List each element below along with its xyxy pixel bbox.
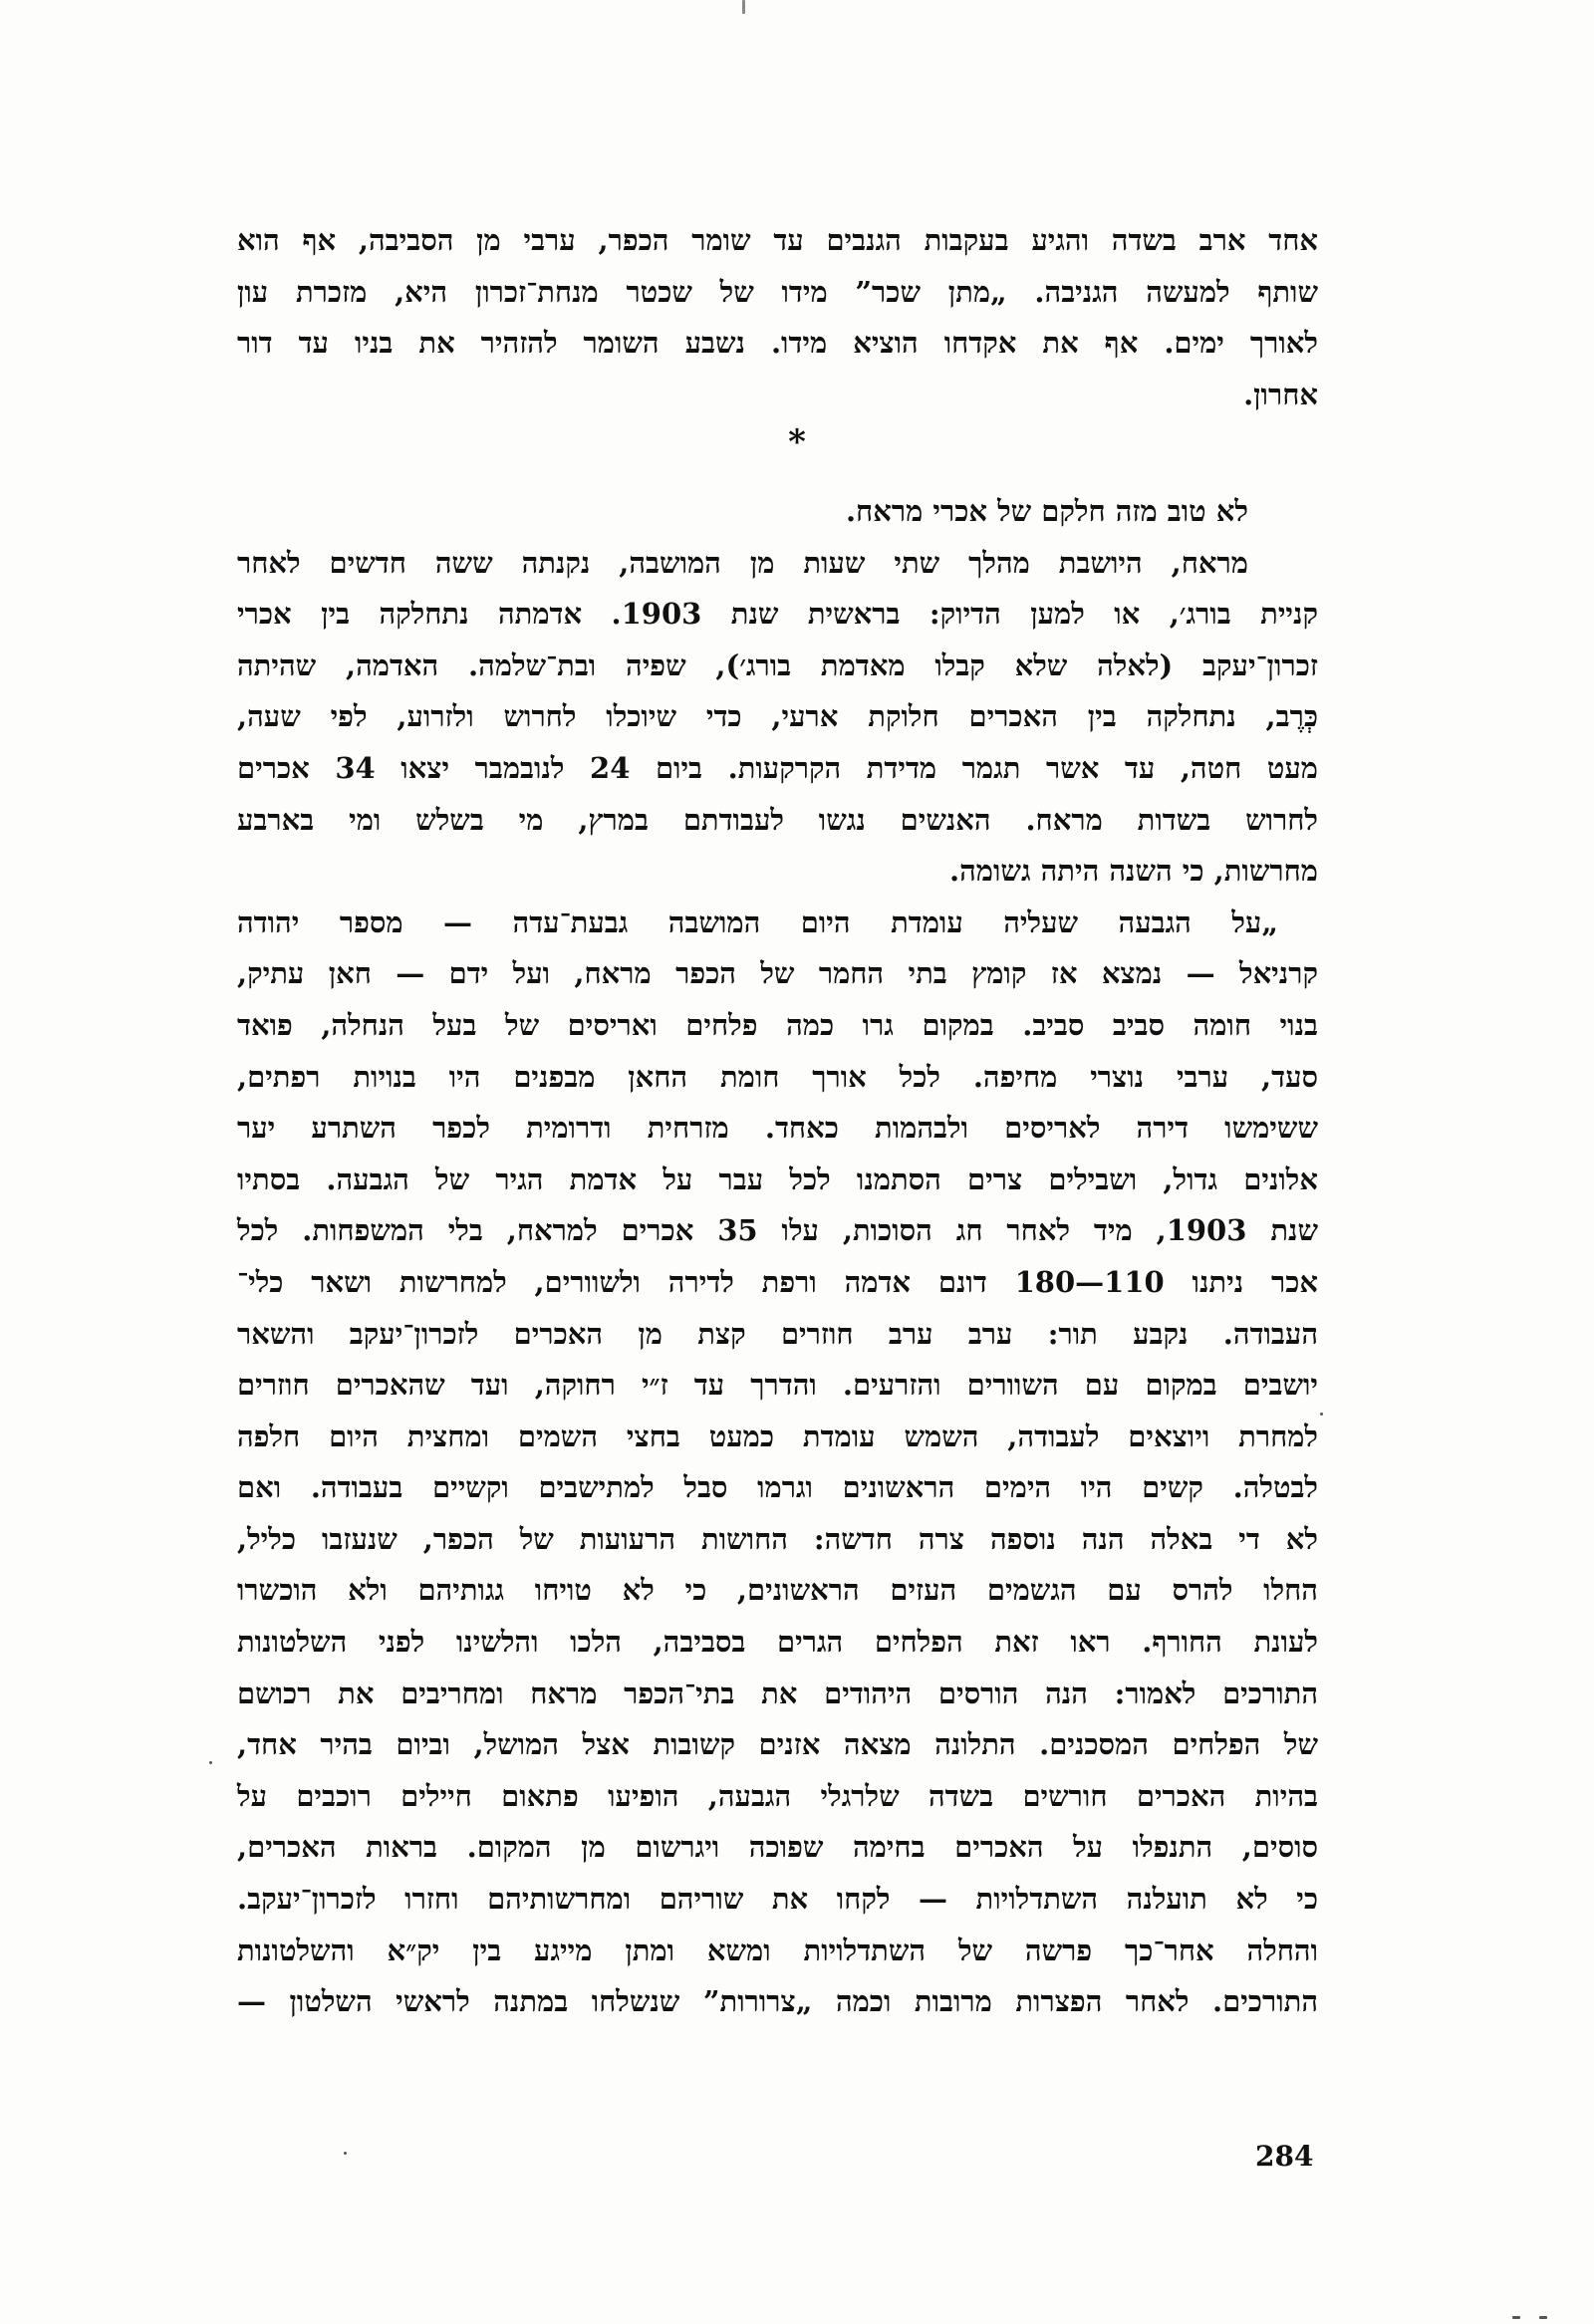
text-line: למחרת ויוצאים לעבודה, השמש עומדת כמעט בחצי השמים ומחצית היום חלפה xyxy=(237,1419,1318,1453)
text-line: סוסים, התנפלו על האכרים בחימה שפוכה ויגרשום מן המקום. בראות האכרים, xyxy=(237,1830,1318,1865)
text-line: בנוי חומה סביב סביב. במקום גרו כמה פלחים ואריסים של בעל הנחלה, פואד xyxy=(237,1007,1318,1042)
scan-speck xyxy=(1512,2316,1520,2319)
page-number: 284 xyxy=(1255,2140,1314,2173)
text-line: לבטלה. קשים היו הימים הראשונים וגרמו סבל למתישבים וקשיים בעבודה. ואם xyxy=(237,1470,1318,1505)
text-line: לא טוב מזה חלקם של אכרי מראח. xyxy=(845,494,1248,528)
text-line: בהיות האכרים חורשים בשדה שלרגלי הגבעה, הופיעו פתאום חיילים רוכבים על xyxy=(237,1778,1318,1813)
text-line: „על הגבעה שעליה עומדת היום המושבה גבעת־עדה — מספר יהודה xyxy=(237,904,1278,939)
text-line: אלונים גדול, ושבילים צרים הסתמנו לכל עבר על אדמת הגיר של הגבעה. בסתיו xyxy=(237,1162,1318,1196)
scan-speck xyxy=(1539,2316,1547,2319)
text-line: התורכים לאמור: הנה הורסים היהודים את בתי־הכפר מראח ומחריבים את רכושם xyxy=(237,1676,1318,1710)
text-line: קרניאל — נמצא אז קומץ בתי החמר של הכפר מראח, ועל ידם — חאן עתיק, xyxy=(237,956,1318,991)
text-line: אכר ניתנו 110—180 דונם אדמה ורפת לדירה ולשוורים, למחרשות ושאר כלי־ xyxy=(237,1264,1318,1299)
text-line: קניית בורג׳, או למען הדיוק: בראשית שנת 1903. אדמתה נתחלקה בין אכרי xyxy=(237,597,1318,632)
text-line: התורכים. לאחר הפצרות מרובות וכמה „צרורות” שנשלחו במתנה לראשי השלטון — xyxy=(237,1984,1318,2019)
text-line: סעד, ערבי נוצרי מחיפה. לכל אורך חומת החאן מבפנים היו בנויות רפתים, xyxy=(237,1059,1318,1094)
scan-speck xyxy=(1320,1413,1323,1416)
scan-speck xyxy=(742,0,745,14)
text-line: כְּרֶב, נתחלקה בין האכרים חלוקת ארעי, כדי שיוכלו לחרוש ולזרוע, לפי שעה, xyxy=(237,699,1318,734)
text-line: מחרשות, כי השנה היתה גשומה. xyxy=(949,854,1318,889)
scan-speck xyxy=(209,1761,212,1764)
text-line: אחד ארב בשדה והגיע בעקבות הגנבים עד שומר הכפר, ערבי מן הסביבה, אף הוא xyxy=(237,223,1318,257)
section-separator: * xyxy=(788,422,806,462)
text-line: לא די באלה הנה נוספה צרה חדשה: החושות הרעועות של הכפר, שנעזבו כליל, xyxy=(237,1521,1318,1556)
text-block-main xyxy=(237,486,1318,2028)
text-line: אחרון. xyxy=(1243,377,1318,411)
text-line: שותף למעשה הגניבה. „מתן שכר” מידו של שכטר מנחת־זכרון היא, מזכרת עון xyxy=(237,274,1318,309)
text-line: והחלה אחר־כך פרשה של השתדלויות ומשא ומתן מייגע בין יק״א והשלטונות xyxy=(237,1933,1318,1967)
text-line: ששימשו דירה לאריסים ולבהמות כאחד. מזרחית ודרומית לכפר השתרע יער xyxy=(237,1111,1318,1146)
text-line: כי לא תועלנה השתדלויות — לקחו את שוריהם ומחרשותיהם וחזרו לזכרון־יעקב. xyxy=(237,1882,1318,1917)
text-line: מראח, היושבת מהלך שתי שעות מן המושבה, נקנתה ששה חדשים לאחר xyxy=(237,545,1248,580)
text-line: העבודה. נקבע תור: ערב ערב חוזרים קצת מן האכרים לזכרון־יעקב והשאר xyxy=(237,1316,1318,1351)
text-line: של הפלחים המסכנים. התלונה מצאה אזנים קשובות אצל המושל, וביום בהיר אחד, xyxy=(237,1727,1318,1762)
text-line: לאורך ימים. אף את אקדחו הוציא מידו. נשבע השומר להזהיר את בניו עד דור xyxy=(237,326,1318,361)
text-block-top xyxy=(237,215,1318,420)
scan-speck xyxy=(344,2152,347,2155)
text-line: לחרוש בשדות מראח. האנשים נגשו לעבודתם במרץ, מי בשלש ומי בארבע xyxy=(237,802,1318,837)
text-line: שנת 1903, מיד לאחר חג הסוכות, עלו 35 אכרים למראח, בלי המשפחות. לכל xyxy=(237,1213,1318,1248)
text-line: לעונת החורף. ראו זאת הפלחים הגרים בסביבה, הלכו והלשינו לפני השלטונות xyxy=(237,1625,1318,1660)
text-line: מעט חטה, עד אשר תגמר מדידת הקרקעות. ביום 24 לנובמבר יצאו 34 אכרים xyxy=(237,750,1318,785)
text-line: זכרון־יעקב (לאלה שלא קבלו מאדמת בורג׳), שפיה ובת־שלמה. האדמה, שהיתה xyxy=(237,647,1318,682)
text-line: יושבים במקום עם השוורים והזרעים. והדרך עד ז״י רחוקה, ועד שהאכרים חוזרים xyxy=(237,1368,1318,1403)
text-line: החלו להרס עם הגשמים העזים הראשונים, כי לא טויחו גגותיהם ולא הוכשרו xyxy=(237,1573,1318,1608)
